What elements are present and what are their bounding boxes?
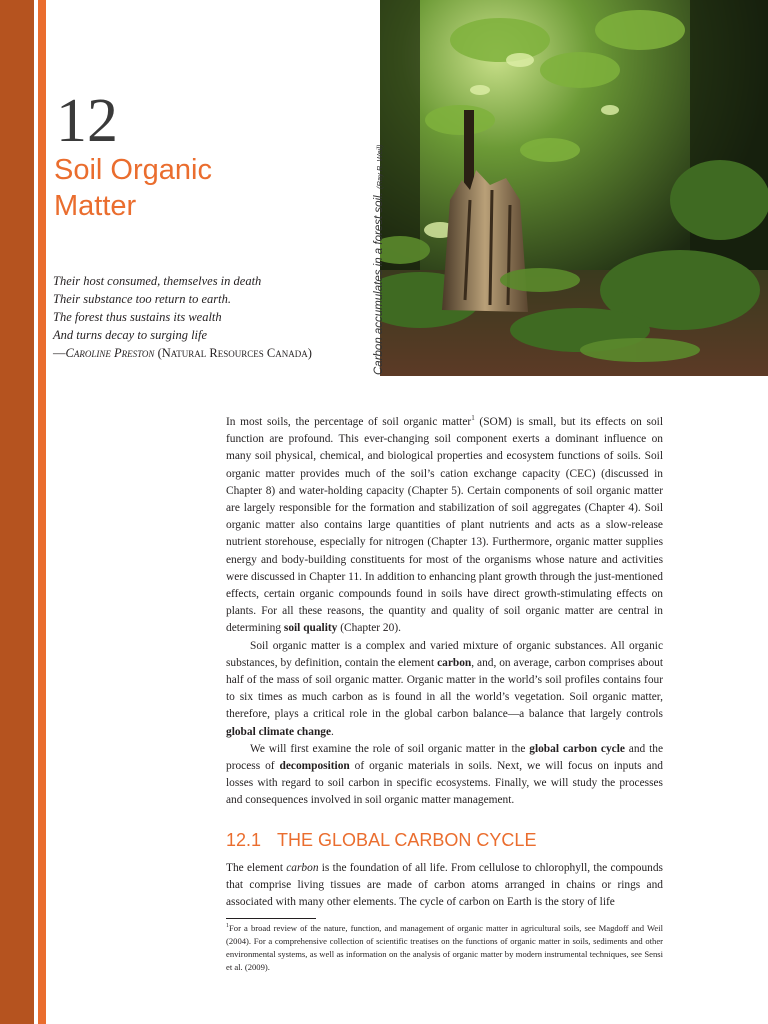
footnote-rule bbox=[226, 918, 316, 919]
epigraph-line: Their host consumed, themselves in death bbox=[53, 274, 262, 288]
chapter-title-line1: Soil Organic bbox=[54, 154, 212, 186]
forest-photo-illustration bbox=[380, 0, 768, 376]
key-term: carbon bbox=[437, 656, 472, 669]
section-number: 12.1 bbox=[226, 830, 262, 850]
photo-caption-text: Carbon accumulates in a forest soil. bbox=[373, 192, 385, 375]
paragraph: The element carbon is the foundation of all life. From cellulose to chlorophyll, the compounds that comprise living tissues are made of carbon atoms arranged in chains or rings and associated with many other elements. The cycle of carbon on Earth is the story of life bbox=[226, 862, 663, 909]
footnote-text: For a broad review of the nature, function, and management of organic matter in agricultural soils, see Magdoff and Weil (2004). For a comprehensive collection of scientific treatises on the functions of organic matter in soils, sediments and other environmental systems, as well as information on the analysis of organic matter by modern instrumental techniques, see Sensi et al. (2009). bbox=[226, 923, 663, 972]
chapter-title bbox=[54, 152, 354, 224]
paragraph: Soil organic matter is a complex and varied mixture of organic substances. All organic substances, by definition, contain the element carbon, and, on average, carbon comprises about half of the mass of soil organic matter. Organic matter in the world’s soil profiles contains four to six times as much carbon as is found in all the world’s vegetation. Soil organic matter, therefore, plays a critical role in the global carbon balance—a balance that largely controls global climate change. bbox=[226, 639, 663, 738]
epigraph-affiliation: Natural Resources Canada bbox=[161, 346, 308, 360]
left-accent-band bbox=[38, 0, 46, 1024]
photo-credit: (Ray R. Weil) bbox=[375, 144, 384, 189]
chapter-title-line2: Matter bbox=[54, 190, 137, 222]
photo-caption bbox=[372, 135, 386, 375]
key-term: global climate change bbox=[226, 725, 332, 738]
footnote bbox=[226, 922, 663, 974]
epigraph-line: Their substance too return to earth. bbox=[53, 292, 232, 306]
paragraph: In most soils, the percentage of soil organic matter$^1$ (SOM) is small, but its effects on soil function are profound. This ever-changing soil component exerts a dominant influence on many soil physical, chemical, and biological properties and ecosystem functions of soils. Soil organic matter provides much of the soil’s cation exchange capacity (CEC) (discussed in Chapter 8) and water-holding capacity (Chapter 5). Certain components of soil organic matter are largely responsible for the formation and stabilization of soil aggregates (Chapter 4). Soil organic matter also contains large quantities of plant nutrients and acts as a slow-release nutrient storehouse, especially for nitrogen (Chapter 13). Furthermore, organic matter supplies energy and body-building constituents for most of the organisms whose nature and activities were discussed in Chapter 11. In addition to enhancing plant growth through the just-mentioned effects, certain organic compounds found in soils have direct growth-stimulating effects on plants. For all these reasons, the quantity and quality of soil organic matter are central in determining soil quality (Chapter 20). bbox=[226, 414, 663, 635]
left-color-band bbox=[0, 0, 34, 1024]
chapter-number: 12 bbox=[56, 87, 118, 155]
footnote-reference: 1 bbox=[471, 414, 475, 423]
epigraph bbox=[53, 272, 353, 362]
paragraph: We will first examine the role of soil organic matter in the global carbon cycle and the process of decomposition of organic materials in soils. Next, we will focus on inputs and losses with regard to soil carbon in specific ecosystems. Finally, we will study the processes and consequences involved in soil organic matter management. bbox=[226, 742, 664, 807]
forest-photo bbox=[380, 0, 768, 376]
section-body bbox=[226, 860, 663, 912]
epigraph-line: And turns decay to surging life bbox=[53, 328, 208, 342]
footnote-marker: 1 bbox=[226, 923, 229, 930]
epigraph-attribution: —Caroline Preston (Natural Resources Canada) bbox=[53, 346, 312, 360]
key-term: global carbon cycle bbox=[529, 742, 625, 755]
key-term: decomposition bbox=[279, 760, 350, 773]
epigraph-author: Caroline Preston bbox=[65, 346, 155, 360]
section-heading bbox=[226, 828, 666, 852]
epigraph-line: The forest thus sustains its wealth bbox=[53, 310, 222, 324]
key-term: soil quality bbox=[283, 622, 338, 635]
italic-term: carbon bbox=[286, 862, 319, 874]
section-title: THE GLOBAL CARBON CYCLE bbox=[277, 830, 537, 850]
chapter-body bbox=[226, 414, 663, 810]
